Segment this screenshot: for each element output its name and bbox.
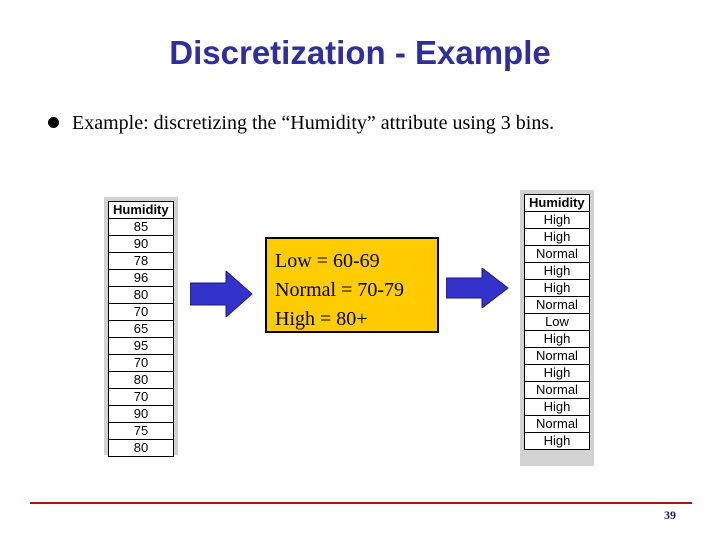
slide-title: Discretization - Example <box>169 34 551 71</box>
page-number: 39 <box>664 508 676 522</box>
left-table-cell: 70 <box>109 389 174 406</box>
left-table-cell: 90 <box>109 236 174 253</box>
right-table-cell: High <box>525 229 590 246</box>
left-humidity-table <box>108 201 174 457</box>
right-table-cell: High <box>525 212 590 229</box>
left-table-cell: 85 <box>109 219 174 236</box>
left-table-cell: 70 <box>109 304 174 321</box>
bin-high-label: High = 80+ <box>275 308 368 330</box>
bullet-text: Example: discretizing the “Humidity” attribute using 3 bins. <box>72 112 555 134</box>
left-table-cell: 80 <box>109 287 174 304</box>
bin-low-label: Low = 60-69 <box>275 250 380 272</box>
bullet-dot-icon <box>48 117 59 128</box>
right-table-cell: High <box>525 365 590 382</box>
right-table-cell: High <box>525 263 590 280</box>
right-table-cell: Low <box>525 314 590 331</box>
left-table-cell: 65 <box>109 321 174 338</box>
left-table-cell: 80 <box>109 440 174 457</box>
bin-definitions-box <box>265 237 439 333</box>
right-humidity-table <box>524 194 590 450</box>
left-table-cell: 78 <box>109 253 174 270</box>
footer-divider <box>30 502 692 504</box>
left-table-cell: 96 <box>109 270 174 287</box>
left-table-cell: 95 <box>109 338 174 355</box>
left-table-cell: 70 <box>109 355 174 372</box>
left-table-cell: 75 <box>109 423 174 440</box>
right-table-cell: Normal <box>525 348 590 365</box>
right-table-cell: High <box>525 433 590 450</box>
left-table-header: Humidity <box>109 202 174 219</box>
right-arrow-icon <box>190 271 254 317</box>
right-table-cell: High <box>525 331 590 348</box>
right-table-cell: Normal <box>525 246 590 263</box>
right-table-cell: High <box>525 399 590 416</box>
right-table-cell: High <box>525 280 590 297</box>
bin-normal-label: Normal = 70-79 <box>275 279 405 301</box>
right-table-cell: Normal <box>525 297 590 314</box>
right-table-cell: Normal <box>525 416 590 433</box>
right-arrow-icon <box>446 268 510 308</box>
bullet-item <box>48 110 648 136</box>
right-table-cell: Normal <box>525 382 590 399</box>
left-table-cell: 90 <box>109 406 174 423</box>
right-table-header: Humidity <box>525 195 590 212</box>
left-table-cell: 80 <box>109 372 174 389</box>
